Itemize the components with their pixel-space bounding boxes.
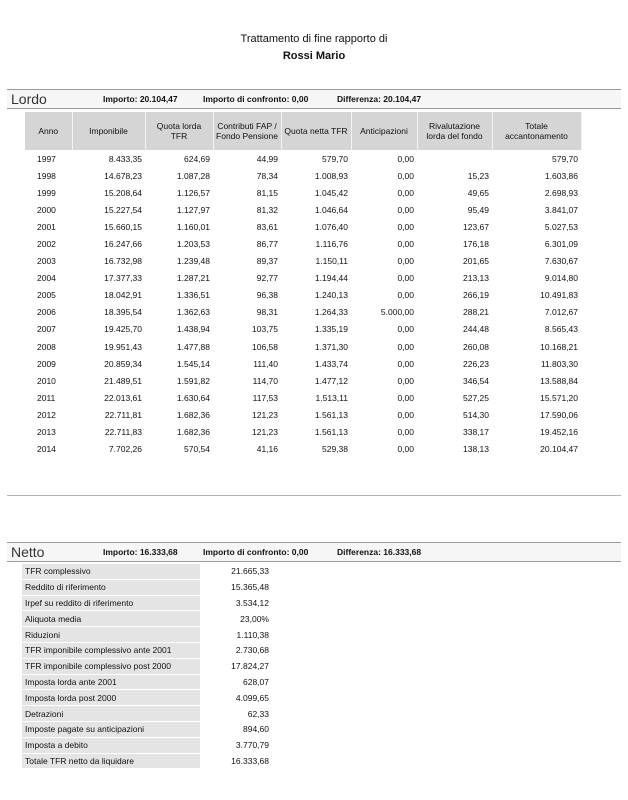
table-cell: 176,18 [463,239,489,250]
netto-item-value: 628,07 [220,674,272,690]
table-row [25,184,581,201]
table-cell: 0,00 [397,427,414,438]
employee-name: Rossi Mario [282,50,346,62]
table-cell: 1.239,48 [176,256,210,267]
table-cell: 0,00 [397,358,414,369]
table-cell: 1.076,40 [314,221,348,232]
table-row [25,167,581,184]
netto-item-label: Imposta lorda post 2000 [22,690,200,706]
table-cell: 244,48 [463,324,489,335]
table-cell: 96,38 [256,290,278,301]
table-cell: 266,19 [463,290,489,301]
table-cell: 1.438,94 [176,324,210,335]
table-cell: 17.590,06 [540,409,578,420]
table-cell: 0,00 [397,290,414,301]
netto-item-spacer [200,642,220,658]
netto-item-spacer [200,658,220,674]
table-cell: 138,13 [463,444,489,455]
table-cell: 1.150,11 [315,256,348,267]
table-cell: 2005 [37,290,56,301]
table-cell: 1.591,82 [176,375,210,386]
table-cell: 0,00 [397,187,414,198]
table-cell: 2013 [37,427,56,438]
table-cell: 346,54 [463,375,489,386]
table-cell: 89,37 [256,256,278,267]
table-cell: 10.491,83 [540,290,578,301]
list-item [22,706,272,722]
lordo-table [25,112,582,458]
table-cell: 20.859,34 [104,358,142,369]
table-cell: 8.433,35 [108,153,142,164]
table-cell: 44,99 [256,153,278,164]
table-cell: 579,70 [322,153,348,164]
table-row [25,304,581,321]
table-cell: 1.287,21 [176,273,210,284]
lordo-column-header: Anticipazioni [351,112,417,150]
table-cell: 3.841,07 [544,204,578,215]
table-cell: 95,49 [467,204,489,215]
netto-item-label: Imposte pagate su anticipazioni [22,721,200,737]
netto-item-value: 23,00% [220,611,272,627]
table-cell: 0,00 [397,170,414,181]
list-item [22,564,272,579]
lordo-column-header: Quota netta TFR [281,112,351,150]
table-cell: 2014 [37,444,56,455]
netto-item-label: Reddito di riferimento [22,579,200,595]
table-cell: 1.116,76 [315,239,348,250]
table-cell: 15.227,54 [104,204,142,215]
table-row [25,253,581,270]
table-cell: 1.045,42 [314,187,348,198]
lordo-header-row [25,112,581,150]
netto-item-value: 17.824,27 [220,658,272,674]
table-row [25,287,581,304]
table-cell: 1.240,13 [314,290,348,301]
lordo-column-header: Contributi FAP / Fondo Pensione [213,112,281,150]
table-cell: 2012 [37,409,56,420]
table-row [25,424,581,441]
table-cell: 624,69 [184,153,210,164]
netto-section-header [7,542,621,562]
table-cell: 2009 [37,358,56,369]
list-item [22,579,272,595]
table-cell: 15.571,20 [540,392,578,403]
netto-item-spacer [200,690,220,706]
table-row [25,372,581,389]
table-cell: 288,21 [463,307,489,318]
table-cell: 0,00 [397,341,414,352]
table-cell: 117,53 [252,392,278,403]
list-item [22,753,272,769]
table-cell: 579,70 [552,153,578,164]
table-cell: 5.000,00 [380,307,414,318]
table-cell: 86,77 [256,239,278,250]
table-row [25,338,581,355]
netto-item-label: Riduzioni [22,627,200,643]
table-cell: 0,00 [397,153,414,164]
lordo-importo-confronto: Importo di confronto: 0,00 [203,94,309,104]
table-cell: 18.042,91 [104,290,142,301]
netto-item-spacer [200,579,220,595]
table-cell: 2002 [37,239,56,250]
netto-importo: Importo: 16.333,68 [103,547,178,557]
table-cell: 2006 [37,307,56,318]
table-cell: 1.513,11 [315,392,348,403]
table-cell: 5.027,53 [544,221,578,232]
table-cell: 1.203,53 [176,239,210,250]
netto-item-value: 4.099,65 [220,690,272,706]
table-cell: 2004 [37,273,56,284]
netto-item-spacer [200,564,220,579]
table-cell: 1.362,63 [176,307,210,318]
table-row [25,201,581,218]
table-cell: 16.247,66 [104,239,142,250]
netto-item-value: 1.110,38 [220,627,272,643]
table-cell: 121,23 [252,409,278,420]
table-cell: 49,65 [467,187,489,198]
table-cell: 15,23 [467,170,489,181]
table-cell: 2010 [37,375,56,386]
table-cell: 1997 [37,153,56,164]
list-item [22,690,272,706]
table-cell: 11.803,30 [540,358,578,369]
table-cell: 103,75 [252,324,278,335]
netto-item-value: 894,60 [220,721,272,737]
table-cell: 213,13 [463,273,489,284]
table-row [25,355,581,372]
table-cell: 19.425,70 [104,324,142,335]
table-row [25,150,581,167]
table-cell: 0,00 [397,392,414,403]
netto-item-label: TFR complessivo [22,564,200,579]
table-cell: 527,25 [463,392,489,403]
table-row [25,441,581,458]
lordo-section-title: Lordo [11,91,47,107]
table-cell: 1.194,44 [314,273,348,284]
table-cell: 514,30 [463,409,489,420]
table-cell: 1.008,93 [314,170,348,181]
table-cell: 7.012,67 [544,307,578,318]
netto-item-label: Imposta a debito [22,737,200,753]
netto-item-spacer [200,595,220,611]
lordo-section-header [7,89,621,109]
netto-item-label: Aliquota media [22,611,200,627]
netto-item-label: Imposta lorda ante 2001 [22,674,200,690]
table-cell: 7.702,26 [108,444,142,455]
netto-item-value: 21.665,33 [220,564,272,579]
table-cell: 1.682,36 [176,409,210,420]
netto-item-label: TFR imponibile complessivo ante 2001 [22,642,200,658]
lordo-column-header: Imponibile [72,112,145,150]
table-cell: 0,00 [397,204,414,215]
lordo-column-header: Totale accantonamento [492,112,581,150]
table-cell: 2008 [37,341,56,352]
table-cell: 1.371,30 [314,341,348,352]
table-cell [417,150,492,167]
list-item [22,595,272,611]
table-cell: 17.377,33 [104,273,142,284]
lordo-column-header: Rivalutazione lorda del fondo [417,112,492,150]
table-cell: 98,31 [256,307,278,318]
table-cell: 1.087,28 [176,170,210,181]
table-cell: 19.951,43 [104,341,142,352]
table-cell: 114,70 [252,375,278,386]
table-cell: 19.452,16 [540,427,578,438]
netto-item-label: TFR imponibile complessivo post 2000 [22,658,200,674]
table-cell: 21.489,51 [104,375,142,386]
table-cell: 81,32 [256,204,278,215]
table-cell: 1998 [37,170,56,181]
table-cell: 2000 [37,204,56,215]
table-cell: 22.711,83 [104,427,142,438]
table-cell: 15.208,64 [104,187,142,198]
table-cell: 13.588,84 [540,375,578,386]
table-cell: 1.545,14 [176,358,210,369]
table-cell: 9.014,80 [544,273,578,284]
netto-table [22,564,272,769]
netto-item-value: 3.534,12 [220,595,272,611]
list-item [22,737,272,753]
table-cell: 1.477,88 [176,341,210,352]
netto-importo-confronto: Importo di confronto: 0,00 [203,547,309,557]
table-cell: 16.732,98 [104,256,142,267]
table-cell: 260,08 [463,341,489,352]
list-item [22,721,272,737]
netto-item-spacer [200,611,220,627]
table-cell: 106,58 [252,341,278,352]
table-cell: 2007 [37,324,56,335]
table-cell: 92,77 [256,273,278,284]
table-row [25,235,581,252]
table-cell: 201,65 [463,256,489,267]
table-row [25,218,581,235]
netto-item-value: 2.730,68 [220,642,272,658]
table-cell: 2001 [37,221,56,232]
table-row [25,270,581,287]
table-cell: 1.127,97 [176,204,210,215]
netto-item-spacer [200,737,220,753]
lordo-section-divider [7,495,621,496]
table-cell: 2011 [37,392,56,403]
lordo-importo: Importo: 20.104,47 [103,94,178,104]
table-cell: 15.660,15 [104,221,142,232]
netto-item-value: 3.770,79 [220,737,272,753]
table-cell: 0,00 [397,324,414,335]
table-cell: 570,54 [184,444,210,455]
list-item [22,611,272,627]
table-cell: 78,34 [256,170,278,181]
table-cell: 2.698,93 [544,187,578,198]
netto-section-title: Netto [11,544,45,560]
netto-item-spacer [200,706,220,722]
table-cell: 123,67 [463,221,489,232]
table-cell: 1.477,12 [314,375,348,386]
table-cell: 6.301,09 [544,239,578,250]
table-cell: 2003 [37,256,56,267]
table-cell: 8.565,43 [544,324,578,335]
table-cell: 41,16 [256,444,278,455]
table-cell: 1.336,51 [176,290,210,301]
table-cell: 22.013,61 [104,392,142,403]
netto-item-value: 15.365,48 [220,579,272,595]
table-cell: 18.395,54 [104,307,142,318]
table-row [25,389,581,406]
lordo-column-header: Anno [25,112,72,150]
table-cell: 22.711,81 [104,409,142,420]
table-cell: 1.630,64 [176,392,210,403]
table-cell: 1.561,13 [314,427,348,438]
table-cell: 1.335,19 [314,324,348,335]
table-cell: 1.603,86 [544,170,578,181]
netto-item-spacer [200,674,220,690]
table-cell: 20.104,47 [540,444,578,455]
netto-differenza: Differenza: 16.333,68 [337,547,422,557]
lordo-column-header: Quota lorda TFR [145,112,213,150]
table-cell: 0,00 [397,221,414,232]
table-cell: 0,00 [397,239,414,250]
table-cell: 7.630,67 [544,256,578,267]
table-cell: 1999 [37,187,56,198]
table-cell: 14.678,23 [104,170,142,181]
table-cell: 0,00 [397,444,414,455]
table-cell: 0,00 [397,256,414,267]
list-item [22,627,272,643]
netto-item-spacer [200,721,220,737]
list-item [22,658,272,674]
report-title: Trattamento di fine rapporto di [240,33,388,45]
table-cell: 1.561,13 [314,409,348,420]
list-item [22,674,272,690]
table-cell: 0,00 [397,409,414,420]
netto-item-spacer [200,627,220,643]
netto-item-label: Detrazioni [22,706,200,722]
netto-item-value: 16.333,68 [220,753,272,769]
table-cell: 1.046,64 [314,204,348,215]
table-cell: 0,00 [397,375,414,386]
table-row [25,321,581,338]
table-cell: 226,23 [463,358,489,369]
table-cell: 0,00 [397,273,414,284]
table-cell: 338,17 [463,427,489,438]
table-cell: 529,38 [322,444,348,455]
table-cell: 1.682,36 [176,427,210,438]
netto-item-label: Irpef su reddito di riferimento [22,595,200,611]
netto-item-label: Totale TFR netto da liquidare [22,753,200,769]
table-cell: 1.264,33 [314,307,348,318]
lordo-differenza: Differenza: 20.104,47 [337,94,422,104]
table-cell: 121,23 [252,427,278,438]
netto-item-value: 62,33 [220,706,272,722]
table-cell: 81,15 [256,187,278,198]
table-row [25,406,581,423]
table-cell: 10.168,21 [540,341,578,352]
table-cell: 111,40 [253,358,278,369]
netto-item-spacer [200,753,220,769]
list-item [22,642,272,658]
table-cell: 1.433,74 [314,358,348,369]
table-cell: 1.160,01 [176,221,210,232]
table-cell: 83,61 [256,221,278,232]
table-cell: 1.126,57 [176,187,210,198]
